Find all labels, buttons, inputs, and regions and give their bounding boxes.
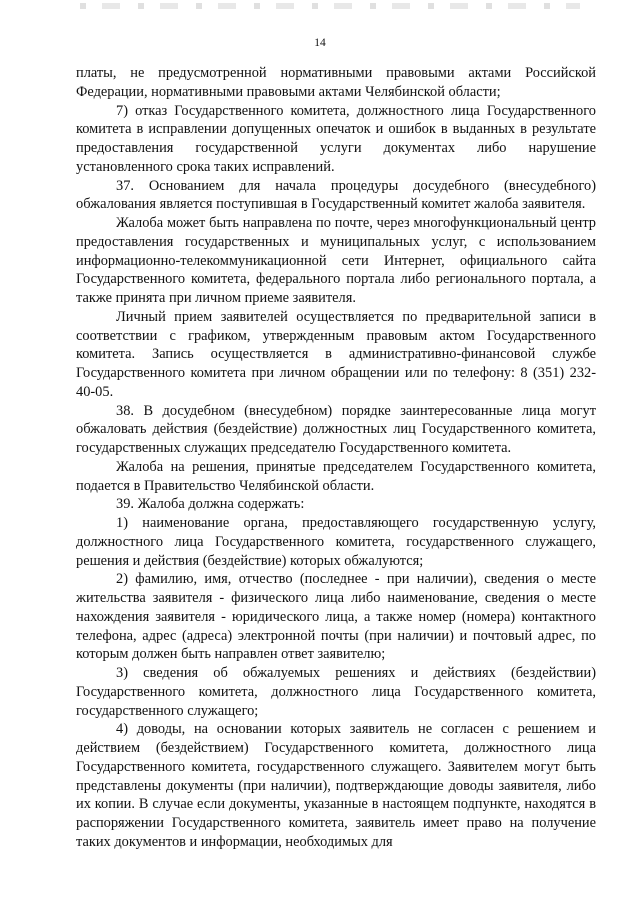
paragraph: 39. Жалоба должна содержать: [116, 496, 305, 513]
paragraph: 38. В досудебном (внесудебном) порядке заинтересованные лица могут обжаловать действия (бездействие) должностных лиц Государственного комитета, государственных служащих председателю Государственного комитета. [76, 402, 596, 456]
paragraph: 37. Основанием для начала процедуры досудебного (внесудебного) обжалования является поступившая в Государственный комитет жалоба заявителя. [76, 177, 596, 213]
paragraph: 7) отказ Государственного комитета, должностного лица Государственного комитета в исправлении допущенных опечаток и ошибок в выданных в результате предоставления государственной услуги документах либо нарушение установленного срока таких исправлений. [76, 102, 596, 175]
paragraph: Жалоба на решения, принятые председателем Государственного комитета, подается в Правительство Челябинской области. [76, 458, 596, 494]
paragraph: Жалоба может быть направлена по почте, через многофункциональный центр предоставления государственных и муниципальных услуг, с использованием информационно-телекоммуникационной сети Интернет, официального сайта Государственного комитета, федерального портала либо регионального портала, а также принята при личном приеме заявителя. [76, 215, 596, 306]
paragraph: платы, не предусмотренной нормативными правовыми актами Российской Федерации, нормативными правовыми актами Челябинской области; [76, 65, 596, 100]
document-body [76, 64, 596, 852]
paragraph: 4) доводы, на основании которых заявитель не согласен с решением и действием (бездействием) Государственного комитета, должностного лица Государственного комитета, государственного служащего. Заявителем могут быть представлены документы (при наличии), подтверждающие доводы заявителя, либо их копии. В случае если документы, указанные в настоящем подпункте, находятся в распоряжении Государственного комитета, заявитель имеет право на получение таких документов и информации, необходимых для [76, 721, 596, 850]
page-number: 14 [314, 37, 326, 49]
paragraph: Личный прием заявителей осуществляется по предварительной записи в соответствии с графиком, утвержденным правовым актом Государственного комитета. Запись осуществляется в административно-финансовой службе Государственного комитета при личном обращении или по телефону: 8 (351) 232-40-05. [76, 308, 596, 400]
paragraph: 1) наименование органа, предоставляющего государственную услугу, должностного лица Государственного комитета, государственного служащего, решения и действия (бездействие) которых обжалуются; [76, 515, 596, 569]
paragraph: 3) сведения об обжалуемых решениях и действиях (бездействии) Государственного комитета, должностного лица Государственного комитета, государственного служащего; [76, 665, 596, 719]
scan-artifact-strip [80, 3, 580, 9]
paragraph: 2) фамилию, имя, отчество (последнее - при наличии), сведения о месте жительства заявителя - физического лица либо наименование, сведения о месте нахождения заявителя - юридического лица, а также номер (номера) контактного телефона, адрес (адреса) электронной почты (при наличии) и почтовый адрес, по которым должен быть направлен ответ заявителю; [76, 571, 596, 663]
